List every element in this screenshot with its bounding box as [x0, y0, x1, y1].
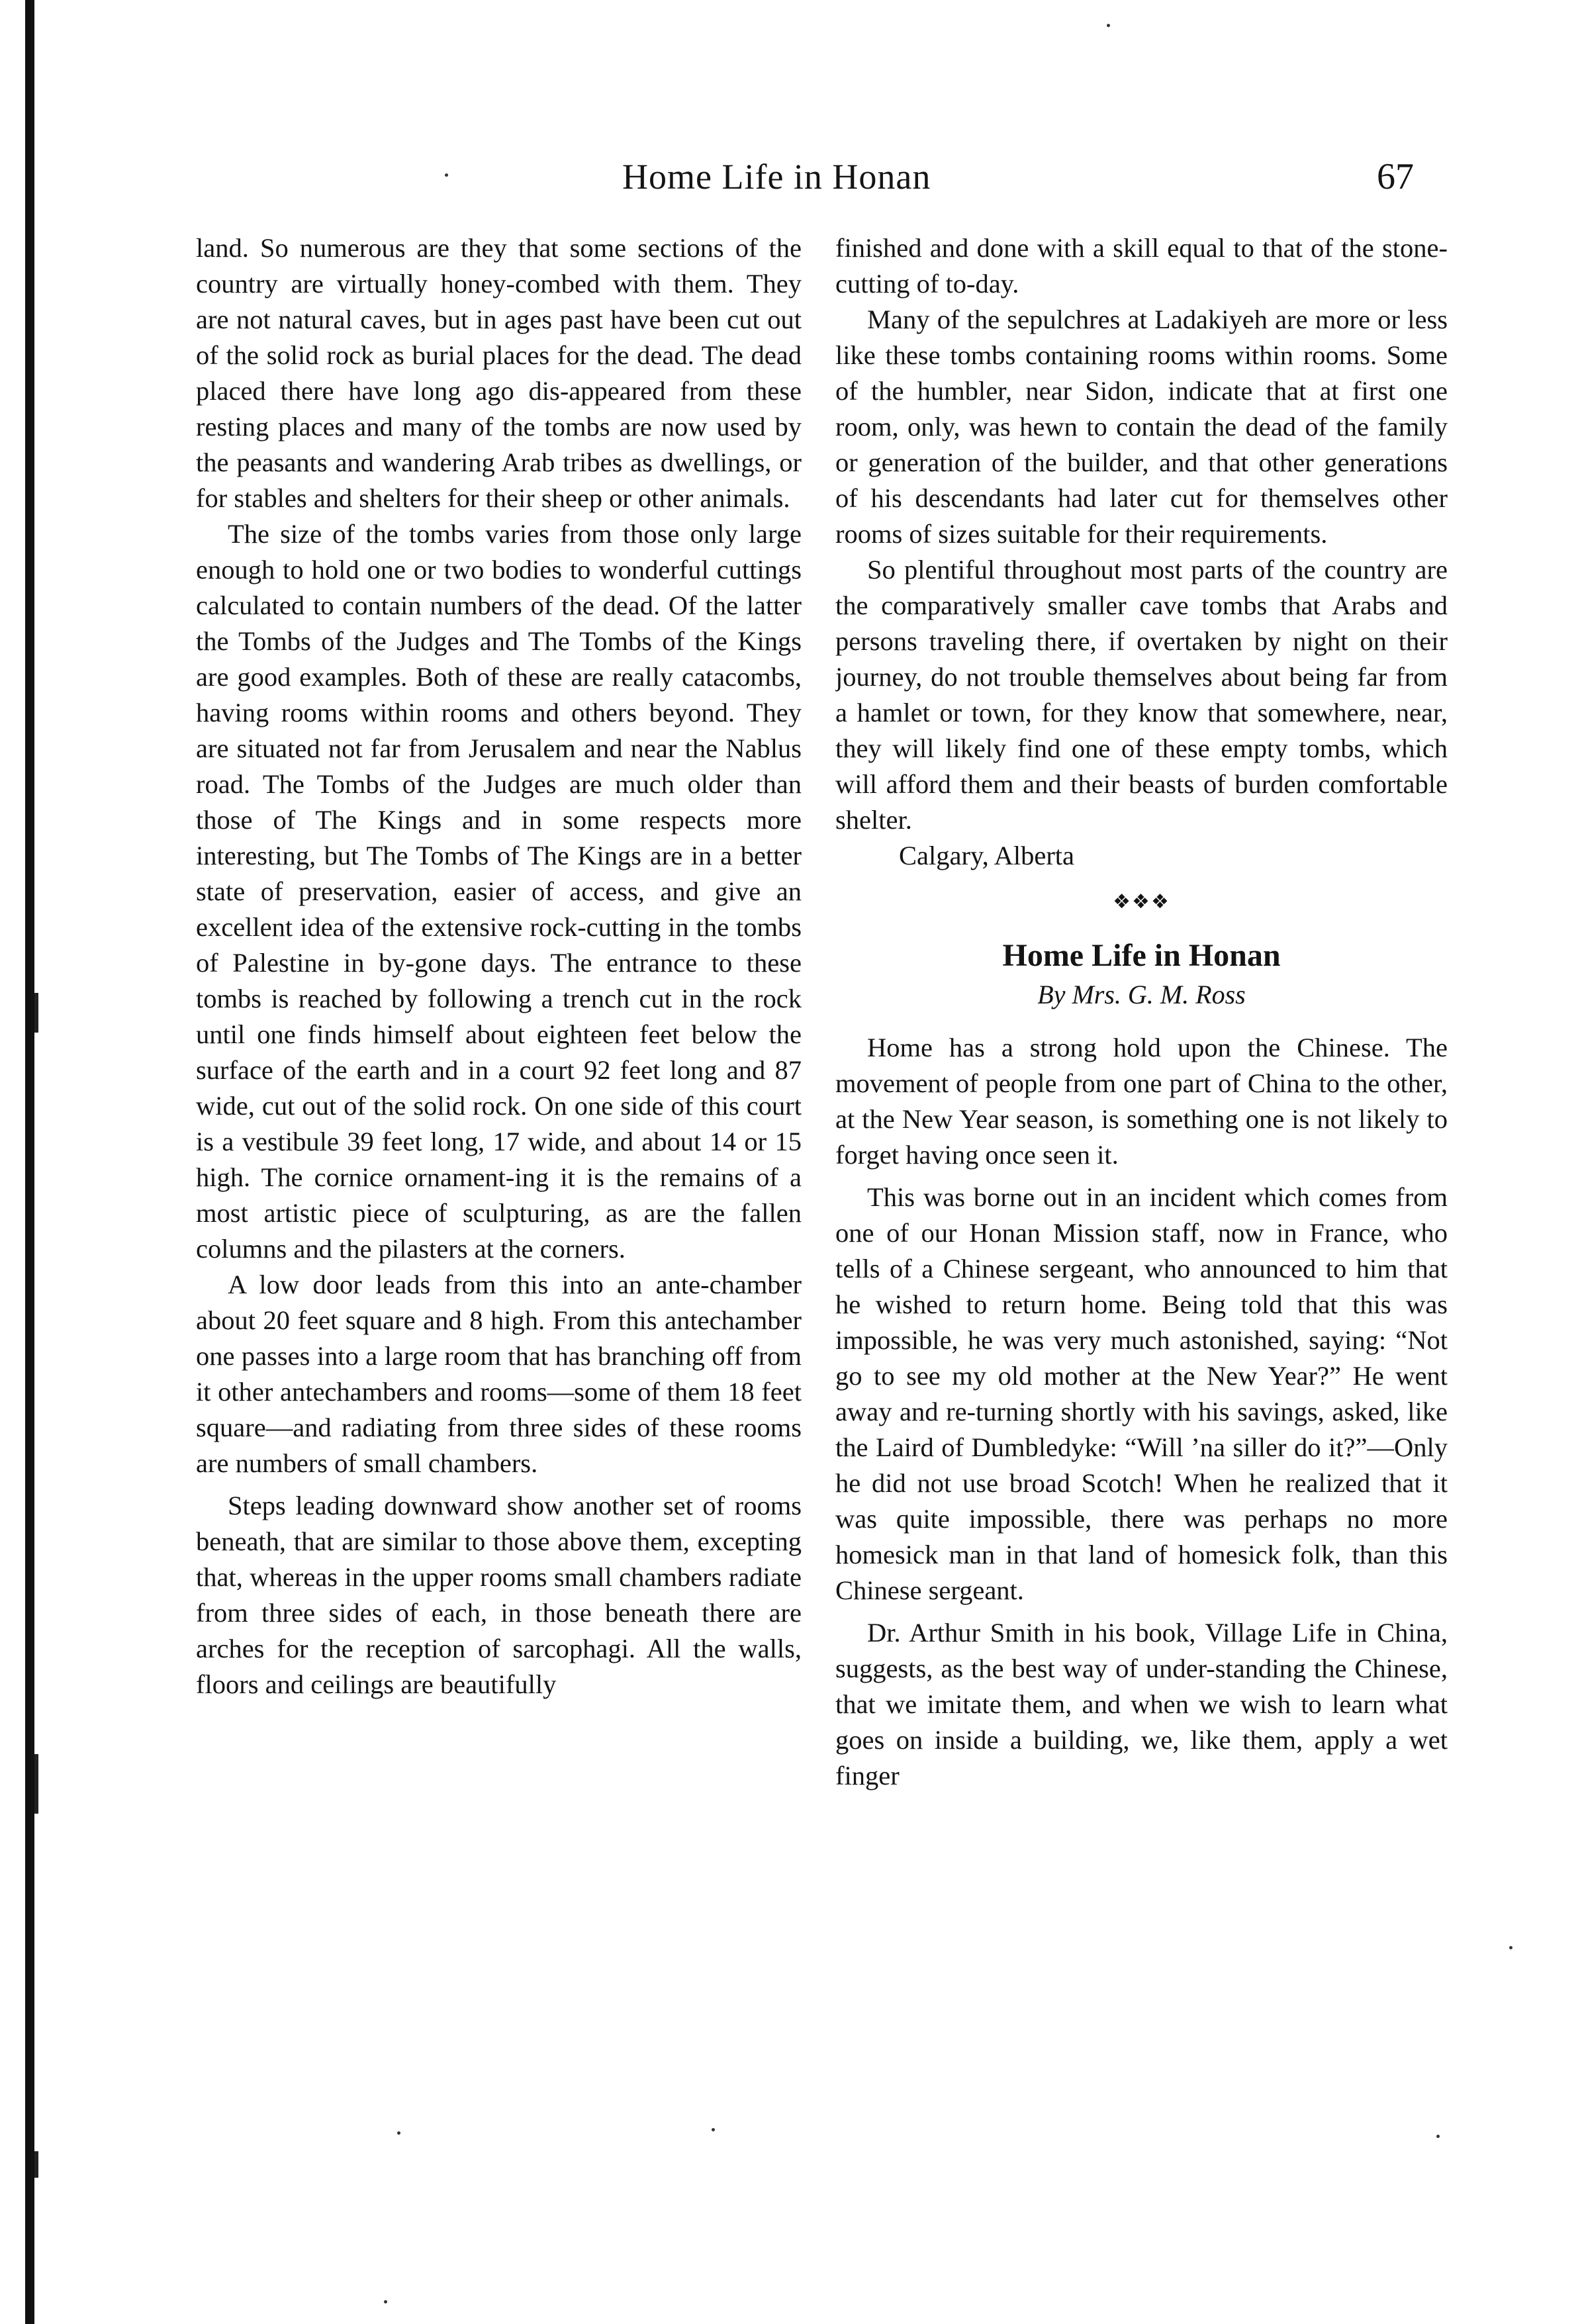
- section-ornament: ❖❖❖: [1113, 890, 1170, 913]
- binding-speck: [34, 2151, 38, 2178]
- right-column: [835, 230, 1448, 2070]
- page-number: 67: [1377, 156, 1414, 197]
- paragraph: finished and done with a skill equal to that of the stone-cutting of to-day.: [835, 233, 1448, 299]
- left-column: [196, 230, 802, 2070]
- author-location: Calgary, Alberta: [899, 841, 1075, 870]
- binding-speck: [34, 1754, 38, 1814]
- paragraph: So plentiful throughout most parts of the country are the comparatively smaller cave tombs that Arabs and persons traveling there, if overtaken by night on their journey, do not trouble themselves about being far from a hamlet or town, for they know that somewhere, near, they will likely find one of these empty tombs, which will afford them and their beasts of burden comfortable shelter.: [835, 555, 1448, 835]
- ink-speck: [397, 2131, 400, 2135]
- paragraph: Steps leading downward show another set of rooms beneath, that are similar to those above them, excepting that, whereas in the upper rooms small chambers radiate from three sides of each, in those beneath there are arches for the reception of sarcophagi. All the walls, floors and ceilings are beautifully: [196, 1491, 802, 1699]
- paragraph: Home has a strong hold upon the Chinese. The movement of people from one part of China to the other, at the New Year season, is something one is not likely to forget having once seen it.: [835, 1033, 1448, 1170]
- binding-speck: [34, 993, 38, 1033]
- paragraph: land. So numerous are they that some sections of the country are virtually honey-combed with them. They are not natural caves, but in ages past have been cut out of the solid rock as burial places for the dead. The dead placed there have long ago dis-appeared from these resting places and many of the tombs are now used by the peasants and wandering Arab tribes as dwellings, or for stables and shelters for their sheep or other animals.: [196, 233, 802, 513]
- running-header: Home Life in Honan: [622, 157, 931, 197]
- paragraph: This was borne out in an incident which comes from one of our Honan Mission staff, now in France, who tells of a Chinese sergeant, who announced to him that he wished to return home. Being told that this was impossible, he was very much astonished, saying: “Not go to see my old mother at the New Year?” He went away and re-turning shortly with his savings, asked, like the Laird of Dumbledyke: “Will ’na siller do it?”—Only he did not use broad Scotch! When he realized that it was quite impossible, there was perhaps no more homesick man in that land of homesick folk, than this Chinese sergeant.: [835, 1182, 1448, 1605]
- ink-speck: [384, 2300, 387, 2303]
- article-title: Home Life in Honan: [1002, 938, 1281, 973]
- ink-speck: [445, 173, 448, 177]
- paragraph: Many of the sepulchres at Ladakiyeh are more or less like these tombs containing rooms within rooms. Some of the humbler, near Sidon, indicate that at first one room, only, was hewn to contain the dead of the family or generation of the builder, and that other generations of his descendants had later cut for themselves other rooms of sizes suitable for their requirements.: [835, 304, 1448, 549]
- ink-speck: [1509, 1946, 1512, 1949]
- paragraph: A low door leads from this into an ante-chamber about 20 feet square and 8 high. From this antechamber one passes into a large room that has branching off from it other antechambers and rooms—some of them 18 feet square—and radiating from three sides of these rooms are numbers of small chambers.: [196, 1270, 802, 1478]
- paragraph: The size of the tombs varies from those only large enough to hold one or two bodies to wonderful cuttings calculated to contain numbers of the dead. Of the latter the Tombs of the Judges and The Tombs of the Kings are good examples. Both of these are really catacombs, having rooms within rooms and others beyond. They are situated not far from Jerusalem and near the Nablus road. The Tombs of the Judges are much older than those of The Kings and in some respects more interesting, but The Tombs of The Kings are in a better state of preservation, easier of access, and give an excellent idea of the extensive rock-cutting in the tombs of Palestine in by-gone days. The entrance to these tombs is reached by following a trench cut in the rock until one finds himself about eighteen feet below the surface of the earth and in a court 92 feet long and 87 wide, cut out of the solid rock. On one side of this court is a vestibule 39 feet long, 17 wide, and about 14 or 15 high. The cornice ornament-ing it is the remains of a most artistic piece of sculpturing, as are the fallen columns and the pilasters at the corners.: [196, 519, 802, 1264]
- ink-speck: [1107, 24, 1110, 27]
- ink-speck: [1436, 2135, 1440, 2138]
- article-byline: By Mrs. G. M. Ross: [1037, 980, 1246, 1009]
- paragraph: Dr. Arthur Smith in his book, Village Life in China, suggests, as the best way of under-standing the Chinese, that we imitate them, and when we wish to learn what goes on inside a building, we, like them, apply a wet finger: [835, 1618, 1448, 1790]
- page-binding-edge: [25, 0, 34, 2324]
- ink-speck: [712, 2128, 715, 2131]
